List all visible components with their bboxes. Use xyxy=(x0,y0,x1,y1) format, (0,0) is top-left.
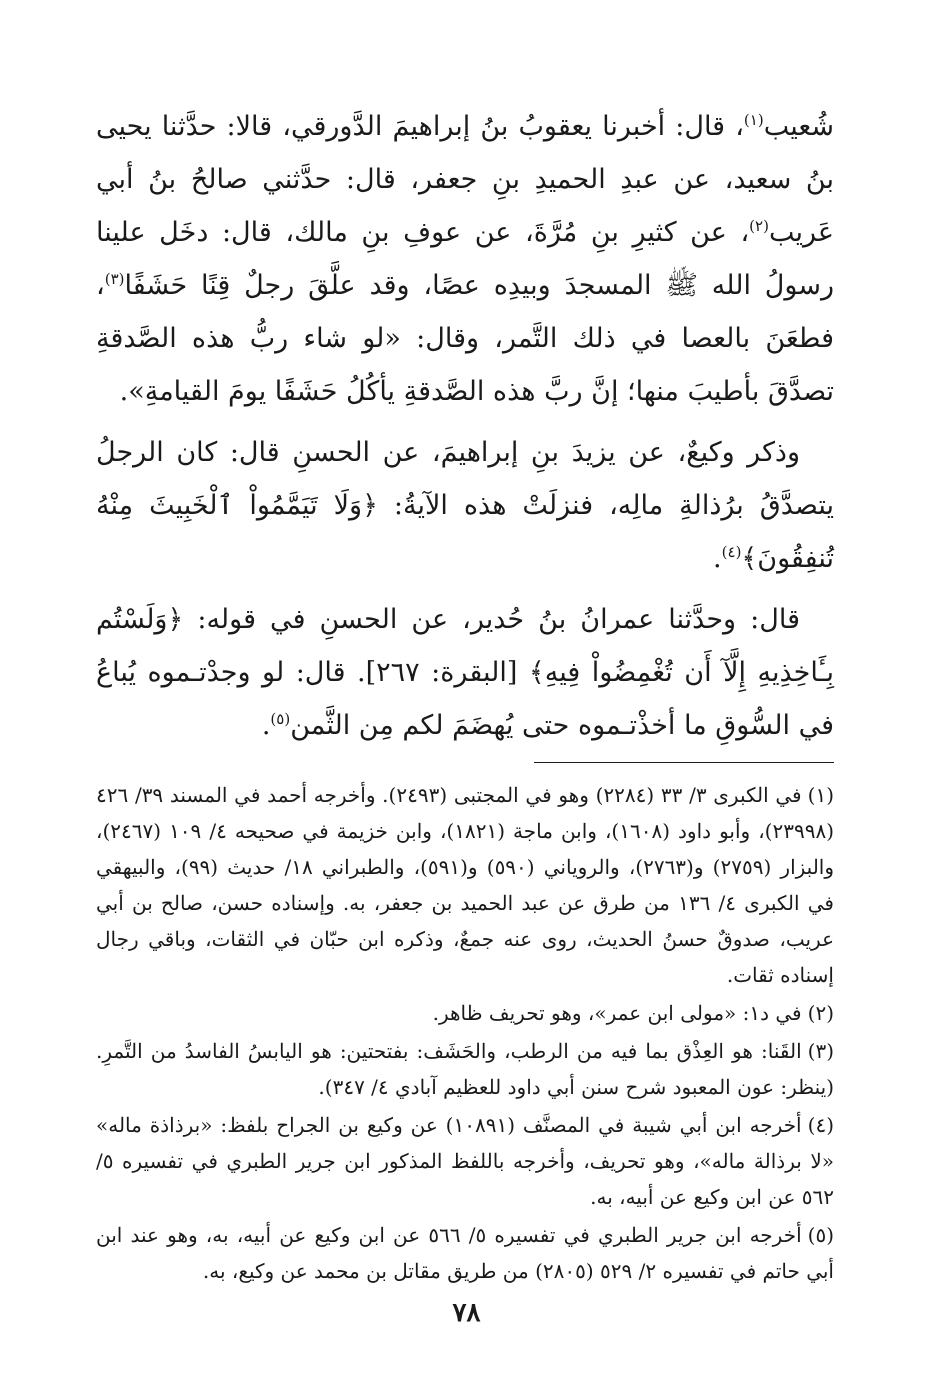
footnote-ref-4[interactable]: (٤) xyxy=(721,543,742,561)
paragraph-1: شُعيب$^{(١)}$، قال: أخبرنا يعقوبُ بنُ إبراهيمَ الدَّورقي، قالا: حدَّثنا يحيى بنُ سعيد، عن عبدِ الحميدِ بنِ جعفر، قال: حدَّثني صالحُ بنُ أبي عَريب$^{(٢)}$، عن كثيرِ بنِ مُرَّةَ، عن عوفِ بنِ مالك، قال: دخَل علينا رسولُ الله ﷺ المسجدَ وبيدِه عصًا، وقد علَّقَ رجلٌ قِنًا حَشَفًا$^{(٣)}$، فطعَنَ بالعصا في ذلك التَّمر، وقال: «لو شاء ربُّ هذه الصَّدقةِ تصدَّقَ بأطيبَ منها؛ إنَّ ربَّ هذه الصَّدقةِ يأكُلُ حَشَفًا يومَ القيامةِ». xyxy=(96,111,834,407)
footnote-text: في الكبرى ٣/ ٣٣ (٢٢٨٤) وهو في المجتبى (٢٤٩٣). وأخرجه أحمد في المسند ٣٩/ ٤٢٦ (٢٣٩٩٨)، وأبو داود (١٦٠٨)، وابن ماجة (١٨٢١)، وابن خزيمة في صحيحه ٤/ ١٠٩ (٢٤٦٧)، والبزار (٢٧٥٩) و(٢٧٦٣)، والروياني (٥٩٠) و(٥٩١)، والطبراني ١٨/ حديث (٩٩)، والبيهقي في الكبرى ٤/ ١٣٦ من طرق عن عبد الحميد بن جعفر، به. وإسناده حسن، صالح بن أبي عريب، صدوقٌ حسنُ الحديث، روى عنه جمعٌ، وذكره ابن حبّان في الثقات، وباقي رجال إسناده ثقات. xyxy=(96,783,835,987)
footnote-ref-2[interactable]: (٢) xyxy=(749,217,769,235)
footnote-ref-3[interactable]: (٣) xyxy=(104,270,125,288)
footnote-ref-5[interactable]: (٥) xyxy=(270,710,291,728)
footnote-number: (٣) xyxy=(807,1039,834,1063)
footnote-1 xyxy=(96,777,834,993)
footnote-number: (٥) xyxy=(807,1223,835,1247)
footnotes xyxy=(96,777,834,1289)
document-page xyxy=(96,100,834,1291)
footnote-number: (٤) xyxy=(807,1113,834,1137)
footnote-text: في د١: «مولى ابن عمر»، وهو تحريف ظاهر. xyxy=(432,1001,802,1025)
footnote-2 xyxy=(96,995,834,1031)
footnote-number: (١) xyxy=(807,783,834,807)
footnote-text: أخرجه ابن أبي شيبة في المصنَّف (١٠٨٩١) عن وكيع بن الجراح بلفظ: «برذاذة ماله» «لا برذالة ماله»، وهو تحريف، وأخرجه باللفظ المذكور ابن جرير الطبري في تفسيره ٥/ ٥٦٢ عن ابن وكيع عن أبيه، به. xyxy=(96,1113,834,1209)
main-text xyxy=(96,100,834,752)
footnote-text: القَنا: هو العِذْق بما فيه من الرطب، والحَشَف: بفتحتين: هو اليابسُ الفاسدُ من التَّمرِ. (ينظر: عون المعبود شرح سنن أبي داود للعظيم آبادي ٤/ ٣٤٧). xyxy=(96,1039,834,1099)
page-number: ٧٨ xyxy=(452,1298,481,1328)
footnote-number: (٢) xyxy=(807,1001,834,1025)
footnote-4 xyxy=(96,1107,834,1215)
footnote-text: أخرجه ابن جرير الطبري في تفسيره ٥/ ٥٦٦ عن ابن وكيع عن أبيه، به، وهو عند ابن أبي حاتم في تفسيره ٢/ ٥٢٩ (٢٨٠٥) من طريق مقاتل بن محمد عن وكيع، به. xyxy=(96,1223,834,1283)
footnote-5 xyxy=(96,1217,834,1289)
paragraph-3: قال: وحدَّثنا عمرانُ بنُ حُدير، عن الحسنِ في قوله: ﴿وَلَسْتُم بِـَٔاخِذِيهِ إِلَّآ أَن تُغْمِضُواْ فِيهِ﴾ [البقرة: ٢٦٧]. قال: لو وجدْتـموه يُباعُ في السُّوقِ ما أخذْتـموه حتى يُهضَمَ لكم مِن الثَّمن$^{(٥)}$. xyxy=(96,604,834,741)
footnote-ref-1[interactable]: (١) xyxy=(743,111,764,129)
footnote-3 xyxy=(96,1033,834,1105)
footnote-separator xyxy=(534,762,834,763)
paragraph-2: وذكر وكيعٌ، عن يزيدَ بنِ إبراهيمَ، عن الحسنِ قال: كان الرجلُ يتصدَّقُ برُذالةِ مالِه، فنزلَتْ هذه الآيةُ: ﴿وَلَا تَيَمَّمُواْ ٱلْخَبِيثَ مِنْهُ تُنفِقُونَ﴾$^{(٤)}$. xyxy=(96,437,834,574)
